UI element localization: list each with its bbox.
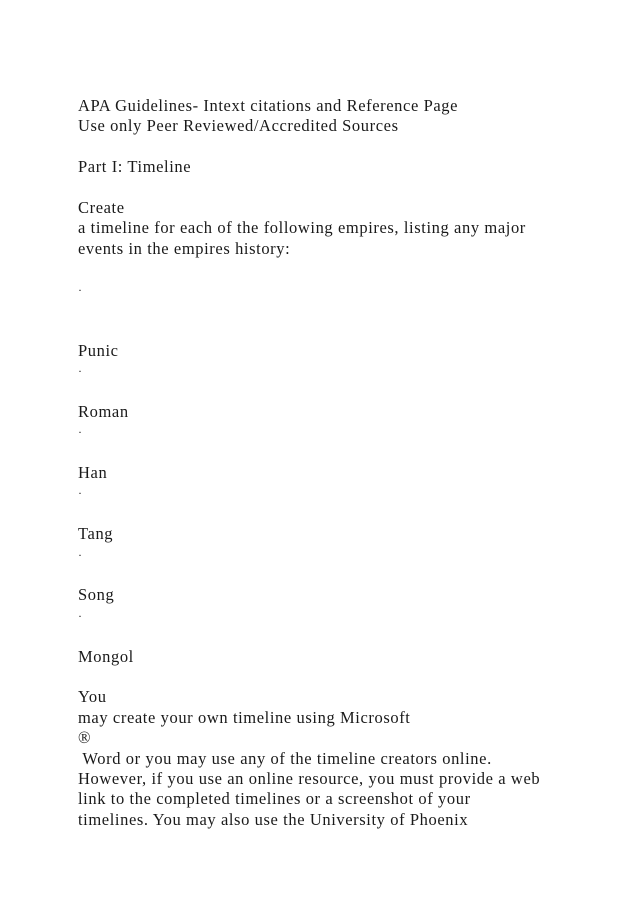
spacer (78, 443, 598, 463)
closing-line-4: However, if you use an online resource, you must provide a web (78, 768, 541, 788)
closing-line-3: Word or you may use any of the timeline creators online. (78, 748, 492, 768)
empire-item: Punic (78, 340, 119, 360)
instruction-line-2: events in the empires history: (78, 238, 291, 258)
bullet-marker: · (78, 486, 82, 501)
bullet-marker: · (78, 282, 82, 297)
registered-mark: ® (78, 728, 92, 748)
document-body (78, 96, 598, 830)
spacer (78, 381, 598, 401)
spacer (78, 259, 598, 279)
part-heading: Part I: Timeline (78, 157, 192, 177)
empire-item: Roman (78, 401, 129, 421)
empire-item: Song (78, 585, 115, 605)
spacer (78, 504, 598, 524)
header-line-1: APA Guidelines- Intext citations and Reference Page (78, 96, 459, 115)
spacer (78, 320, 598, 340)
closing-line-1: You (78, 687, 107, 707)
spacer (78, 300, 598, 320)
closing-line-6: timelines. You may also use the University of Phoenix (78, 809, 469, 829)
empire-item: Tang (78, 524, 114, 544)
create-word: Create (78, 197, 125, 217)
bullet-marker: · (78, 608, 82, 623)
closing-line-2: may create your own timeline using Microsoft (78, 707, 411, 727)
spacer (78, 137, 598, 157)
closing-line-5: link to the completed timelines or a screenshot of your (78, 789, 471, 809)
bullet-marker: · (78, 547, 82, 562)
empire-item: Han (78, 463, 108, 483)
header-line-2: Use only Peer Reviewed/Accredited Sources (78, 116, 399, 136)
spacer (78, 626, 598, 646)
bullet-marker: · (78, 425, 82, 440)
spacer (78, 178, 598, 198)
instruction-line-1: a timeline for each of the following empires, listing any major (78, 218, 526, 238)
bullet-marker: · (78, 364, 82, 379)
spacer (78, 565, 598, 585)
empire-item: Mongol (78, 646, 134, 666)
spacer (78, 667, 598, 687)
